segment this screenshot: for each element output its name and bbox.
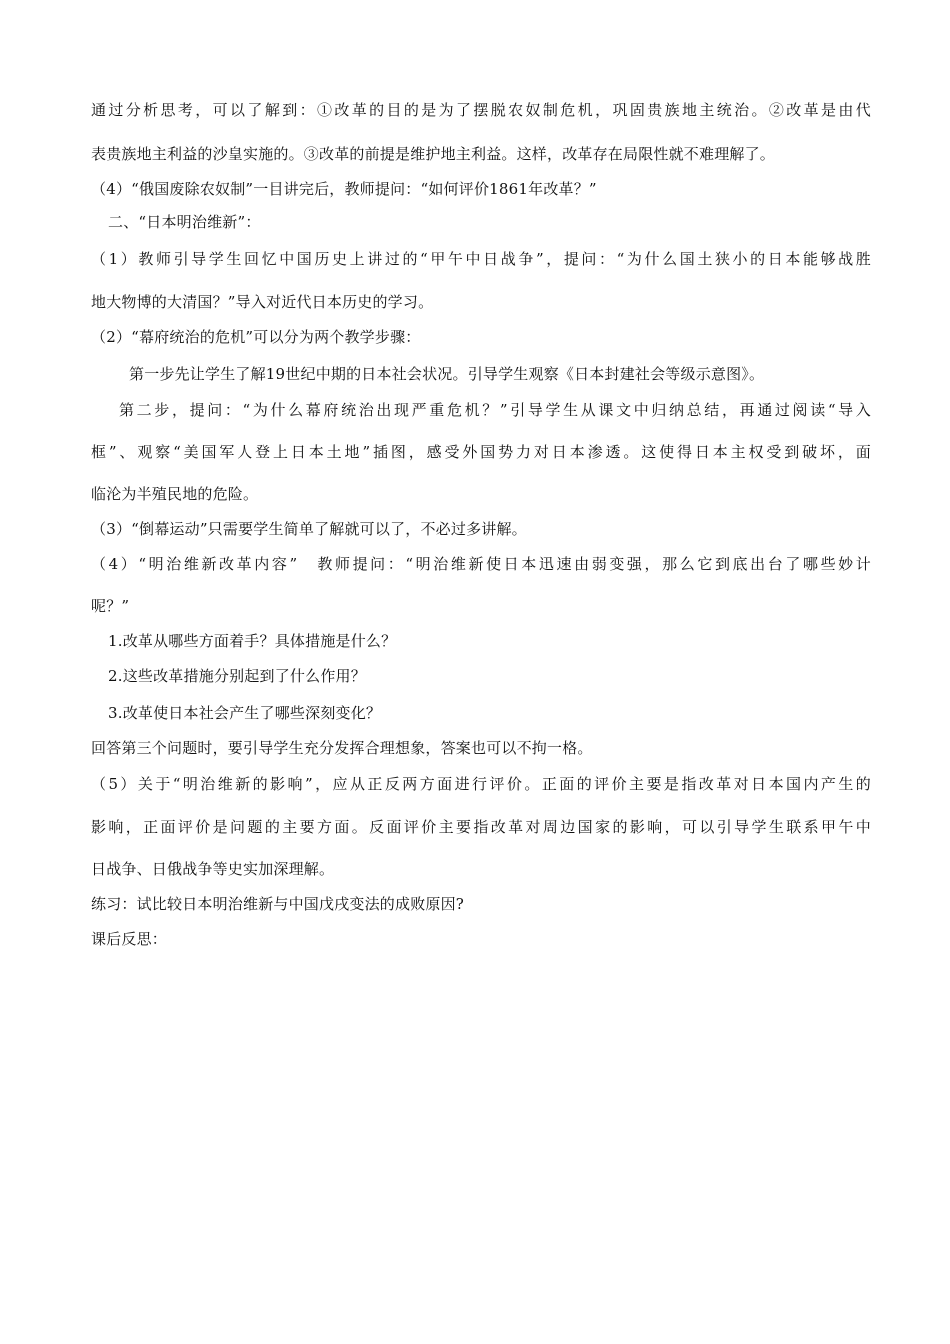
paragraph-line: （5）关于“明治维新的影响”，应从正反两方面进行评价。正面的评价主要是指改革对日本国内产生的 [91,775,871,793]
paragraph-line: 地大物博的大清国？”导入对近代日本历史的学习。 [91,293,434,311]
list-item: 2.这些改革措施分别起到了什么作用？ [108,667,366,685]
paragraph-line: （3）“倒幕运动”只需要学生简单了解就可以了，不必过多讲解。 [91,520,527,538]
paragraph-line: 日战争、日俄战争等史实加深理解。 [91,860,335,878]
paragraph-line: 通过分析思考，可以了解到：①改革的目的是为了摆脱农奴制危机，巩固贵族地主统治。②改革是由代 [91,101,871,119]
paragraph-line: 框”、观察“美国军人登上日本土地”插图，感受外国势力对日本渗透。这使得日本主权受到破坏，面 [91,443,871,461]
paragraph-line: （2）“幕府统治的危机”可以分为两个教学步骤： [91,328,421,346]
list-item: 3.改革使日本社会产生了哪些深刻变化？ [108,704,382,722]
section-heading: 二、“日本明治维新”： [108,213,261,231]
paragraph-line: （1）教师引导学生回忆中国历史上讲过的“甲午中日战争”，提问：“为什么国土狭小的日本能够战胜 [91,250,871,268]
exercise-line: 练习：试比较日本明治维新与中国戊戌变法的成败原因? [91,895,465,913]
paragraph-line: 临沦为半殖民地的危险。 [91,485,259,503]
paragraph-line: 第一步先让学生了解19世纪中期的日本社会状况。引导学生观察《日本封建社会等级示意图》。 [129,365,765,383]
paragraph-line: 影响，正面评价是问题的主要方面。反面评价主要指改革对周边国家的影响，可以引导学生联系甲午中 [91,818,871,836]
paragraph-line: 表贵族地主利益的沙皇实施的。③改革的前提是维护地主利益。这样，改革存在局限性就不难理解了。 [91,145,776,163]
reflection-label: 课后反思： [91,930,168,948]
list-item: 1.改革从哪些方面着手？具体措施是什么？ [108,632,397,650]
paragraph-line: （4）“明治维新改革内容” 教师提问：“明治维新使日本迅速由弱变强，那么它到底出台了哪些妙计 [91,555,871,573]
paragraph-line: 呢？” [91,597,130,615]
paragraph-line: （4）“俄国废除农奴制”一目讲完后，教师提问：“如何评价1861年改革？” [91,180,597,198]
paragraph-line: 第二步，提问：“为什么幕府统治出现严重危机？”引导学生从课文中归纳总结，再通过阅读“导入 [119,401,871,419]
paragraph-line: 回答第三个问题时，要引导学生充分发挥合理想象，答案也可以不拘一格。 [91,739,593,757]
